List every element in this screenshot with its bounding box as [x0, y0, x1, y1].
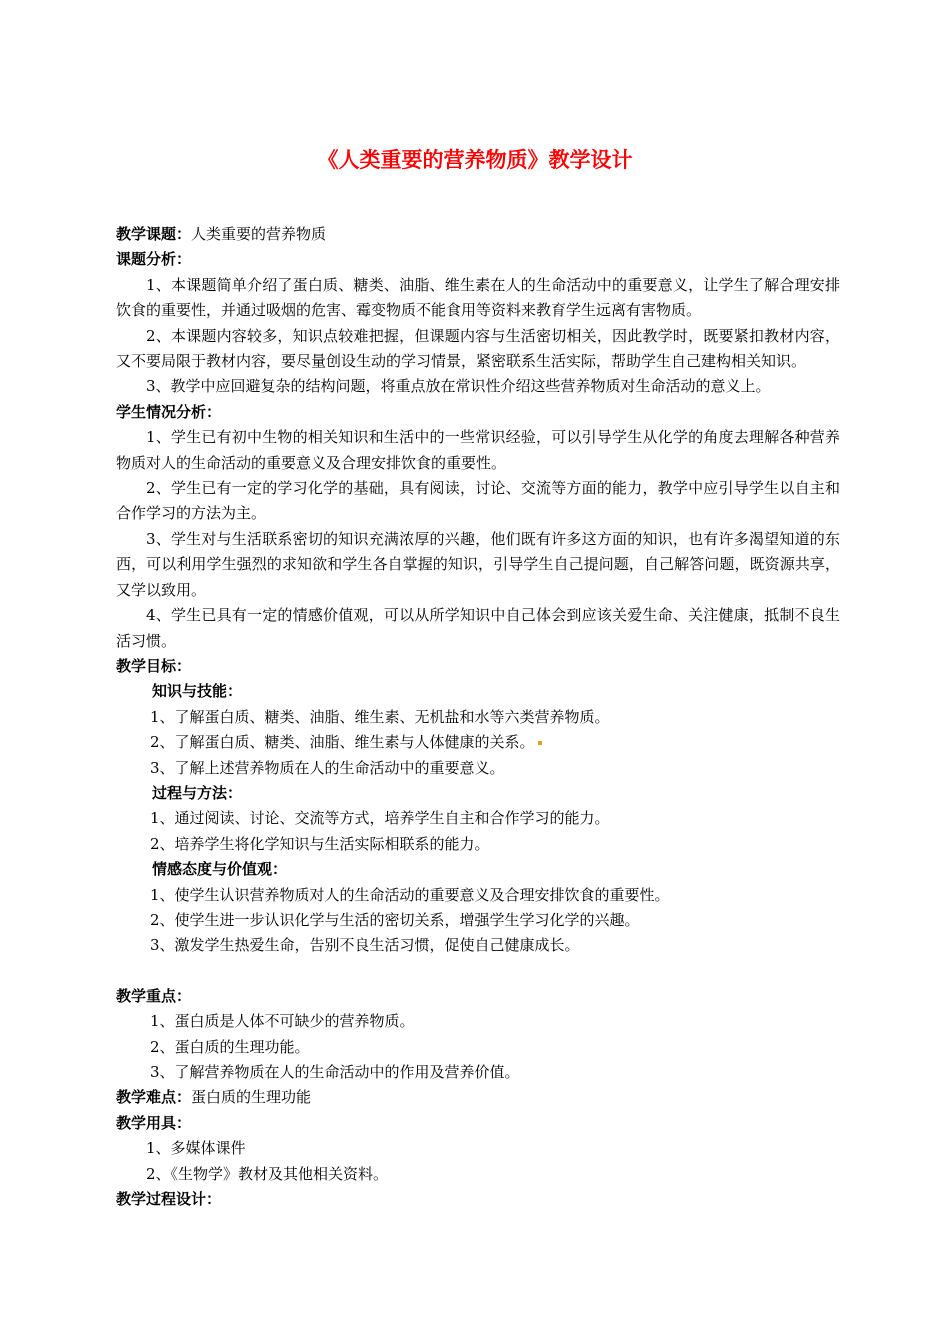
difficulty-value: 蛋白质的生理功能: [191, 1088, 312, 1107]
topic-analysis-item: 1、本课题简单介绍了蛋白质、糖类、油脂、维生素在人的生命活动中的重要意义，让学生了解合理安排饮食的重要性，并通过吸烟的危害、霉变物质不能食用等资料来教育学生远离有害物质。: [116, 275, 840, 320]
student-analysis-item: 4、学生已具有一定的情感价值观，可以从所学知识中自己体会到应该关爱生命、关注健康，抵制不良生活习惯。: [116, 606, 840, 650]
knowledge-item-text: 2、了解蛋白质、糖类、油脂、维生素与人体健康的关系。: [150, 733, 535, 752]
attitude-subheading: 情感态度与价值观：: [152, 860, 288, 879]
knowledge-item: [116, 730, 840, 755]
tools-heading: 教学用具：: [116, 1113, 192, 1132]
student-analysis-heading: 学生情况分析：: [116, 402, 222, 421]
attitude-item: 1、使学生认识营养物质对人的生命活动的重要意义及合理安排饮食的重要性。: [150, 885, 670, 904]
key-point-item: 1、蛋白质是人体不可缺少的营养物质。: [150, 1012, 415, 1031]
attitude-item: 2、使学生进一步认识化学与生活的密切关系，增强学生学习化学的兴趣。: [150, 910, 640, 929]
goals-heading: 教学目标：: [116, 656, 192, 675]
knowledge-item: 3、了解上述营养物质在人的生命活动中的重要意义。: [150, 758, 505, 777]
student-analysis-item: 2、学生已有一定的学习化学的基础，具有阅读，讨论、交流等方面的能力，教学中应引导学生以自主和合作学习的方法为主。: [116, 479, 840, 523]
tool-item: 1、多媒体课件: [146, 1139, 246, 1158]
student-analysis-item: 3、学生对与生活联系密切的知识充满浓厚的兴趣，他们既有许多这方面的知识，也有许多渴望知道的东西，可以利用学生强烈的求知欲和学生各自掌握的知识，引导学生自己提问题，自己解答问题，既资源共享，又学以致用。: [116, 529, 840, 599]
document-body: [116, 222, 840, 1212]
course-value: 人类重要的营养物质: [191, 225, 327, 243]
topic-analysis-heading: 课题分析：: [116, 250, 192, 269]
section-gap: [116, 959, 840, 984]
key-points-heading: 教学重点：: [116, 986, 192, 1005]
course-line: [116, 222, 840, 247]
knowledge-item: 1、了解蛋白质、糖类、油脂、维生素、无机盐和水等六类营养物质。: [150, 707, 610, 726]
document-title: 《人类重要的营养物质》教学设计: [317, 148, 633, 172]
student-analysis-item: 1、学生已有初中生物的相关知识和生活中的一些常识经验，可以引导学生从化学的角度去理解各种营养物质对人的生命活动的重要意义及合理安排饮食的重要性。: [116, 428, 840, 472]
process-item: 2、培养学生将化学知识与生活实际相联系的能力。: [150, 834, 490, 853]
key-point-item: 2、蛋白质的生理功能。: [150, 1037, 310, 1056]
attitude-item: 3、激发学生热爱生命，告别不良生活习惯，促使自己健康成长。: [150, 936, 580, 955]
difficulty-label: 教学难点：: [116, 1088, 192, 1107]
knowledge-subheading: 知识与技能：: [152, 682, 243, 701]
process-design-heading: 教学过程设计：: [116, 1190, 222, 1209]
process-subheading: 过程与方法：: [152, 783, 243, 802]
process-item: 1、通过阅读、讨论、交流等方式，培养学生自主和合作学习的能力。: [150, 809, 610, 828]
difficulty-line: [116, 1085, 840, 1110]
key-point-item: 3、了解营养物质在人的生命活动中的作用及营养价值。: [150, 1063, 520, 1081]
topic-analysis-item: 2、本课题内容较多，知识点较难把握，但课题内容与生活密切相关，因此教学时，既要紧扣教材内容，又不要局限于教材内容，要尽量创设生动的学习情景，紧密联系生活实际，帮助学生自己建构相关知识。: [116, 326, 840, 371]
marker-dot: [538, 741, 542, 745]
course-label: 教学课题：: [116, 225, 192, 243]
topic-analysis-item: 3、教学中应回避复杂的结构问题，将重点放在常识性介绍这些营养物质对生命活动的意义上。: [146, 377, 771, 396]
tool-item: 2、《生物学》教材及其他相关资料。: [146, 1164, 389, 1183]
